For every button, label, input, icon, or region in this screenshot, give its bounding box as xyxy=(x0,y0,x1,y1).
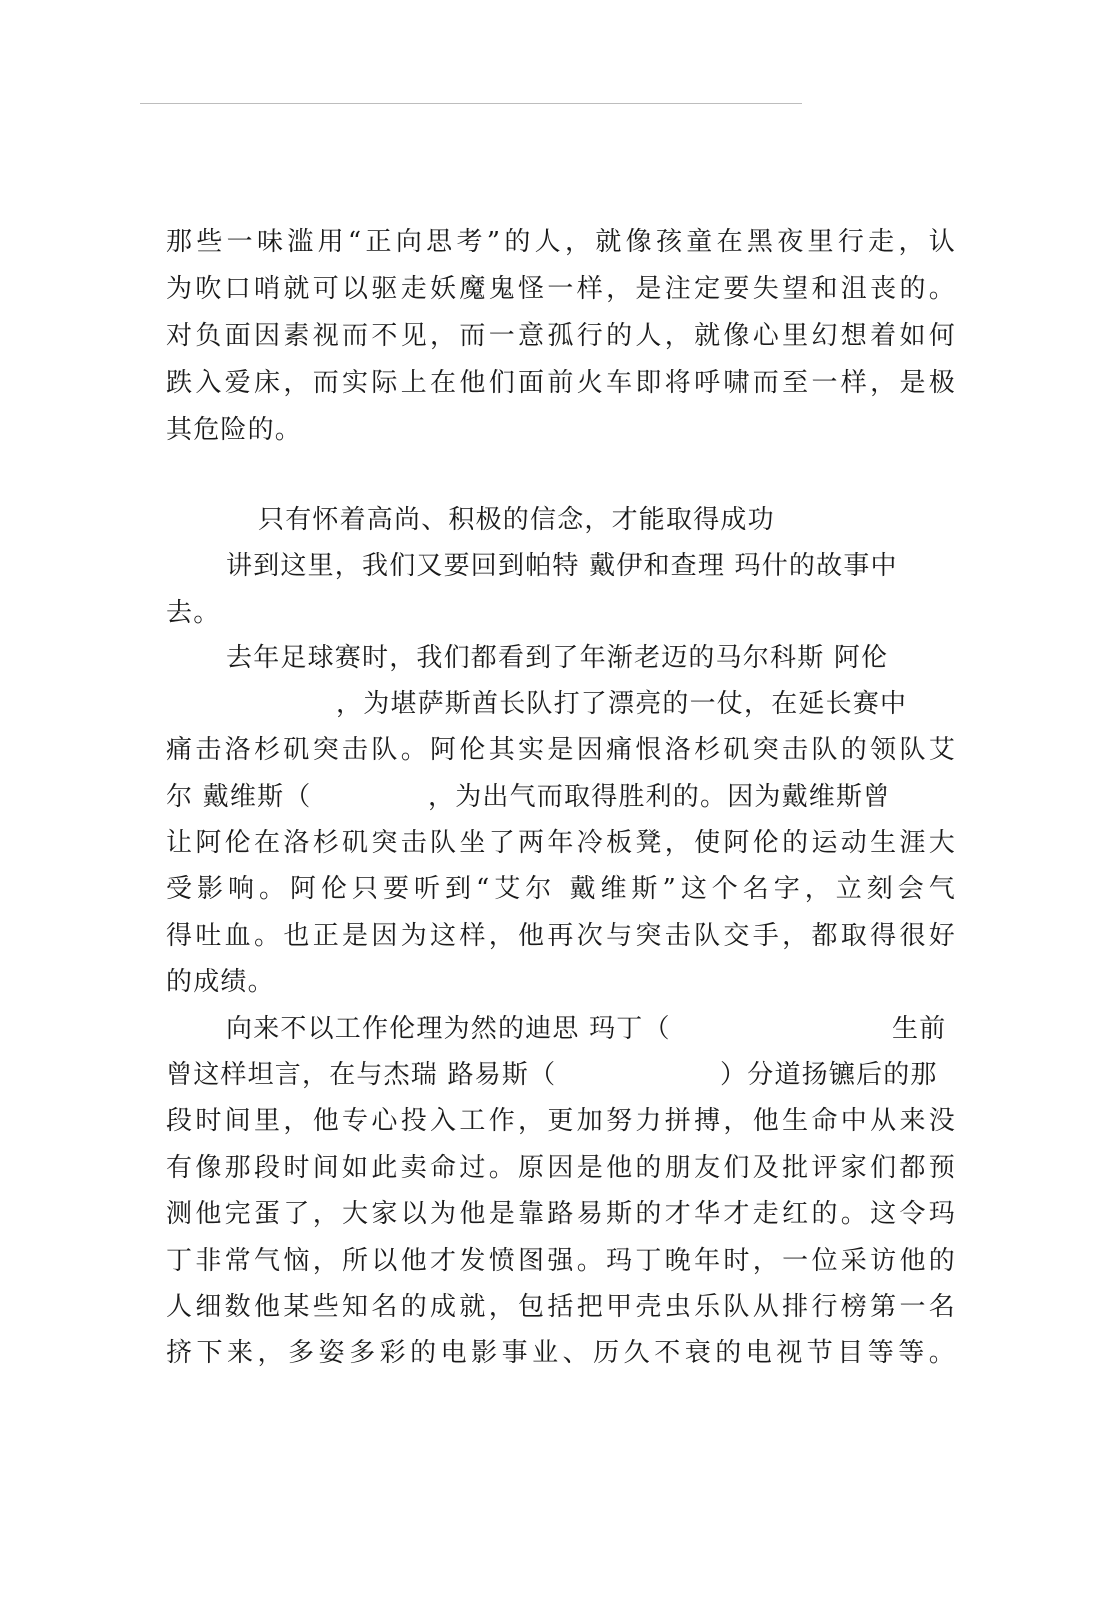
header-rule xyxy=(140,103,802,104)
paragraph-line: 向来不以工作伦理为然的迪思 玛丁（ xyxy=(226,1014,671,1044)
paragraph-line: 讲到这里，我们又要回到帕特 戴伊和查理 玛什的故事中 xyxy=(226,551,898,581)
paragraph-line: 有像那段时间如此卖命过。原因是他的朋友们及批评家们都预 xyxy=(166,1153,956,1183)
paragraph-line: 人细数他某些知名的成就，包括把甲壳虫乐队从排行榜第一名 xyxy=(166,1292,956,1322)
paragraph-line: 得吐血。也正是因为这样，他再次与突击队交手，都取得很好 xyxy=(166,921,956,951)
paragraph-line: 曾这样坦言，在与杰瑞 路易斯（ xyxy=(166,1060,557,1090)
paragraph-line: 跌入爱床，而实际上在他们面前火车即将呼啸而至一样，是极 xyxy=(166,368,956,398)
paragraph-line: 受影响。阿伦只要听到“艾尔 戴维斯”这个名字，立刻会气 xyxy=(166,874,956,904)
paragraph-line: 挤下来，多姿多彩的电影事业、历久不衰的电视节目等等。 xyxy=(166,1338,956,1368)
paragraph-line: 让阿伦在洛杉矶突击队坐了两年冷板凳，使阿伦的运动生涯大 xyxy=(166,828,956,858)
paragraph-line: ，为堪萨斯酋长队打了漂亮的一仗，在延长赛中 xyxy=(336,689,908,719)
paragraph-line: 去。 xyxy=(166,598,221,628)
paragraph-line: 对负面因素视而不见，而一意孤行的人，就像心里幻想着如何 xyxy=(166,321,956,351)
paragraph-line: 去年足球赛时，我们都看到了年渐老迈的马尔科斯 阿伦 xyxy=(226,643,889,673)
paragraph-line: 尔 戴维斯（ xyxy=(166,782,312,812)
paragraph-line: 其危险的。 xyxy=(166,415,303,445)
paragraph-line: 段时间里，他专心投入工作，更加努力拼搏，他生命中从来没 xyxy=(166,1106,956,1136)
paragraph-line: ）分道扬镳后的那 xyxy=(720,1060,938,1090)
paragraph-line: 的成绩。 xyxy=(166,967,275,997)
paragraph-line: 丁非常气恼，所以他才发愤图强。玛丁晚年时，一位采访他的 xyxy=(166,1246,956,1276)
paragraph-line: 生前 xyxy=(892,1014,947,1044)
paragraph-line: 测他完蛋了，大家以为他是靠路易斯的才华才走红的。这令玛 xyxy=(166,1199,956,1229)
section-heading: 只有怀着高尚、积极的信念，才能取得成功 xyxy=(258,505,775,535)
paragraph-line: ，为出气而取得胜利的。因为戴维斯曾 xyxy=(428,782,891,812)
paragraph-line: 为吹口哨就可以驱走妖魔鬼怪一样，是注定要失望和沮丧的。 xyxy=(166,274,956,304)
paragraph-line: 那些一味滥用“正向思考”的人，就像孩童在黑夜里行走，认 xyxy=(166,227,956,257)
paragraph-line: 痛击洛杉矶突击队。阿伦其实是因痛恨洛杉矶突击队的领队艾 xyxy=(166,735,956,765)
